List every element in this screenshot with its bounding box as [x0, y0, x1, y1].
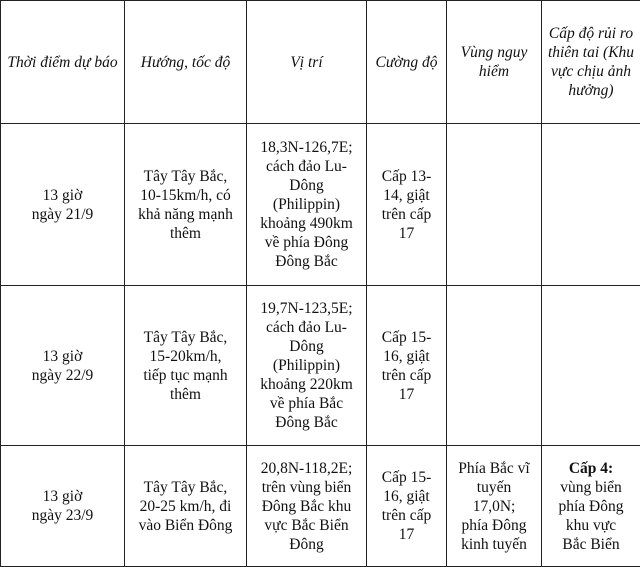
cell-direction: Tây Tây Bắc, 20-25 km/h, đi vào Biển Đông — [125, 446, 247, 567]
cell-danger-zone: Phía Bắc vĩ tuyến 17,0N; phía Đông kinh tuyến — [447, 446, 542, 567]
header-risk-level: Cấp độ rủi ro thiên tai (Khu vực chịu ảnh hưởng) — [542, 1, 640, 124]
table-row — [1, 286, 640, 446]
cell-danger-zone — [447, 286, 542, 446]
risk-level-area: vùng biển phía Đông khu vực Bắc Biển — [546, 478, 636, 554]
header-direction-speed: Hướng, tốc độ — [125, 1, 247, 124]
cell-time: 13 giờ ngày 21/9 — [1, 124, 125, 286]
cell-position: 19,7N-123,5E; cách đảo Lu- Dông (Philippin) khoảng 220km về phía Bắc Đông Bắc — [247, 286, 367, 446]
cell-risk-level — [542, 124, 640, 286]
header-danger-zone: Vùng nguy hiểm — [447, 1, 542, 124]
cell-danger-zone — [447, 124, 542, 286]
header-position: Vị trí — [247, 1, 367, 124]
cell-time: 13 giờ ngày 23/9 — [1, 446, 125, 567]
cell-intensity: Cấp 15- 16, giật trên cấp 17 — [367, 286, 447, 446]
table-header-row — [1, 1, 640, 124]
cell-risk-level — [542, 286, 640, 446]
cell-position: 18,3N-126,7E; cách đảo Lu- Dông (Philippin) khoảng 490km về phía Đông Đông Bắc — [247, 124, 367, 286]
cell-direction: Tây Tây Bắc, 10-15km/h, có khả năng mạnh thêm — [125, 124, 247, 286]
header-intensity: Cường độ — [367, 1, 447, 124]
table-row — [1, 124, 640, 286]
cell-intensity: Cấp 15- 16, giật trên cấp 17 — [367, 446, 447, 567]
header-forecast-time: Thời điểm dự báo — [1, 1, 125, 124]
cell-direction: Tây Tây Bắc, 15-20km/h, tiếp tục mạnh thêm — [125, 286, 247, 446]
cell-intensity: Cấp 13- 14, giật trên cấp 17 — [367, 124, 447, 286]
risk-level-title: Cấp 4: — [546, 459, 636, 478]
cell-time: 13 giờ ngày 22/9 — [1, 286, 125, 446]
table-row — [1, 446, 640, 567]
cell-risk-level — [542, 446, 640, 567]
cell-position: 20,8N-118,2E; trên vùng biển Đông Bắc khu vực Bắc Biển Đông — [247, 446, 367, 567]
